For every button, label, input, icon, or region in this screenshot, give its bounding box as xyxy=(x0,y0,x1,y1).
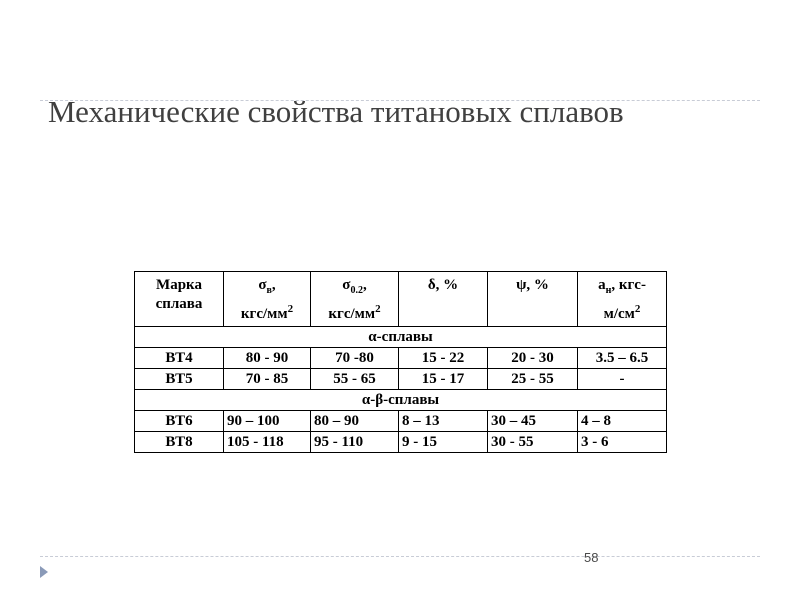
table-cell: 95 - 110 xyxy=(311,432,399,453)
header-impact-strength: $а_н$, кгс- $м/см^2$ xyxy=(578,272,667,327)
table-cell: 15 - 17 xyxy=(399,369,488,390)
table-cell: 80 – 90 xyxy=(311,411,399,432)
table-row xyxy=(135,432,667,453)
table-cell: 25 - 55 xyxy=(488,369,578,390)
table-row xyxy=(135,369,667,390)
table-cell: ВТ5 xyxy=(135,369,224,390)
table-row xyxy=(135,348,667,369)
group-label: α-β-сплавы xyxy=(135,390,667,411)
table-cell: 9 - 15 xyxy=(399,432,488,453)
table-cell: 105 - 118 xyxy=(224,432,311,453)
table-cell: 3 - 6 xyxy=(578,432,667,453)
header-yield-strength: $\sigma_{0.2}$, кгс/$мм^2$ xyxy=(311,272,399,327)
triangle-arrow-icon xyxy=(40,566,48,578)
header-reduction-of-area: ψ, % xyxy=(488,272,578,327)
table-cell: 20 - 30 xyxy=(488,348,578,369)
table-cell: - xyxy=(578,369,667,390)
table-cell: 30 - 55 xyxy=(488,432,578,453)
table-cell: ВТ6 xyxy=(135,411,224,432)
group-row-alpha xyxy=(135,327,667,348)
table-row xyxy=(135,411,667,432)
table-cell: ВТ4 xyxy=(135,348,224,369)
table-cell: 15 - 22 xyxy=(399,348,488,369)
group-row-alpha-beta xyxy=(135,390,667,411)
header-elongation: δ, % xyxy=(399,272,488,327)
properties-table xyxy=(134,271,667,453)
header-tensile-strength: $\sigma_в$, кгс/$мм^2$ xyxy=(224,272,311,327)
table-cell: 8 – 13 xyxy=(399,411,488,432)
group-label: α-сплавы xyxy=(135,327,667,348)
table-cell: 70 -80 xyxy=(311,348,399,369)
table-cell: 90 – 100 xyxy=(224,411,311,432)
table-cell: 4 – 8 xyxy=(578,411,667,432)
table-cell: ВТ8 xyxy=(135,432,224,453)
table-header-row xyxy=(135,272,667,327)
slide-title: Механические свойства титановых сплавов xyxy=(48,94,624,129)
table-cell: 30 – 45 xyxy=(488,411,578,432)
table-cell: 55 - 65 xyxy=(311,369,399,390)
header-alloy-grade: Марка сплава xyxy=(135,272,224,327)
page-number: 58 xyxy=(584,550,599,565)
bottom-divider xyxy=(40,556,760,557)
table-cell: 3.5 – 6.5 xyxy=(578,348,667,369)
table-cell: 70 - 85 xyxy=(224,369,311,390)
table-cell: 80 - 90 xyxy=(224,348,311,369)
